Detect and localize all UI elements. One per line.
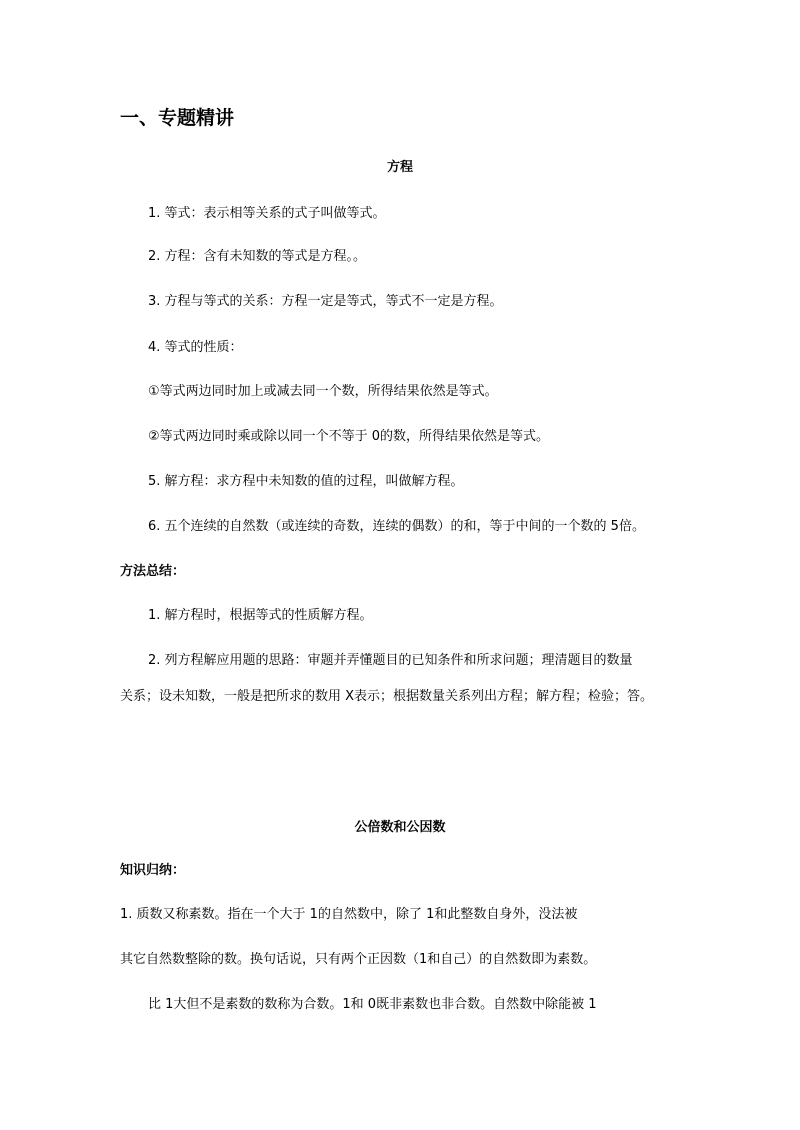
equation-item-3: 3. 方程与等式的关系：方程一定是等式，等式不一定是方程。: [148, 294, 503, 309]
equation-item-4b: ②等式两边同时乘或除以同一个不等于 0的数，所得结果依然是等式。: [148, 429, 550, 444]
equation-title: 方程: [386, 160, 413, 175]
multiples-title: 公倍数和公因数: [354, 820, 446, 835]
prime-line-3: 比 1大但不是素数的数称为合数。1和 0既非素数也非合数。自然数中除能被 1: [148, 997, 597, 1012]
method-item-2: 2. 列方程解应用题的思路：审题并弄懂题目的已知条件和所求问题；理清题目的数量: [148, 653, 633, 668]
equation-item-1: 1. 等式：表示相等关系的式子叫做等式。: [148, 206, 386, 221]
equation-item-4: 4. 等式的性质：: [148, 340, 243, 355]
method-item-2-cont: 关系；设未知数，一般是把所求的数用 X表示；根据数量关系列出方程；解方程；检验；答。: [120, 689, 654, 704]
equation-item-2: 2. 方程：含有未知数的等式是方程。。: [148, 249, 367, 264]
equation-item-4a: ①等式两边同时加上或减去同一个数，所得结果依然是等式。: [148, 384, 498, 399]
method-item-1: 1. 解方程时，根据等式的性质解方程。: [148, 608, 373, 623]
method-heading: 方法总结：: [120, 564, 186, 579]
section-title: 一、专题精讲: [120, 107, 235, 129]
prime-line-2: 其它自然数整除的数。换句话说，只有两个正因数（1和自己）的自然数即为素数。: [120, 952, 597, 967]
knowledge-heading: 知识归纳：: [120, 863, 186, 878]
equation-item-5: 5. 解方程：求方程中未知数的值的过程，叫做解方程。: [148, 474, 464, 489]
equation-item-6: 6. 五个连续的自然数（或连续的奇数，连续的偶数）的和，等于中间的一个数的 5倍。: [148, 519, 645, 534]
prime-line-1: 1. 质数又称素数。指在一个大于 1的自然数中，除了 1和此整数自身外，没法被: [120, 907, 578, 922]
